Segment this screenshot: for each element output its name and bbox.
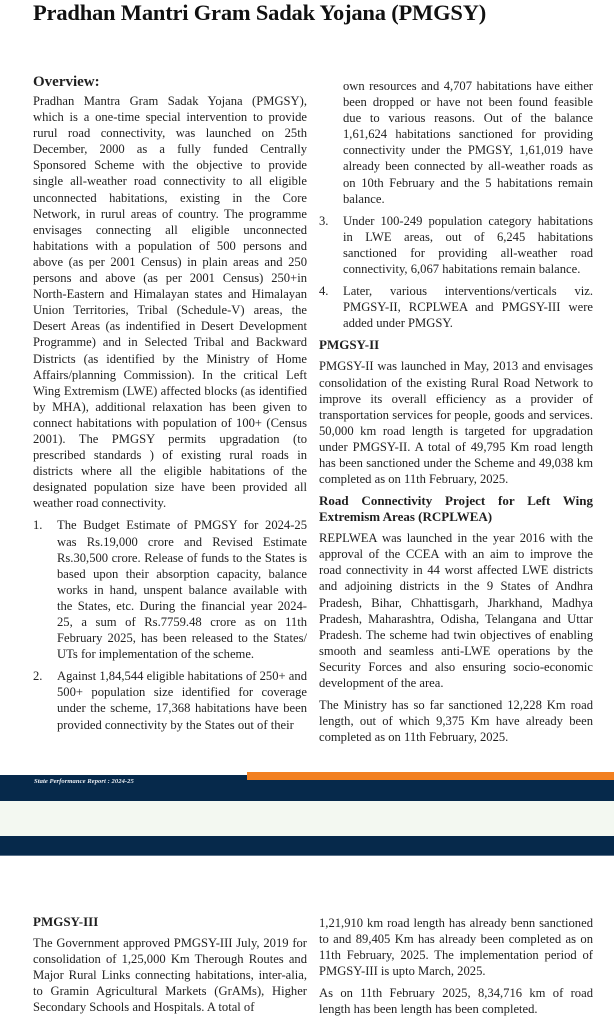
list-text: The Budget Estimate of PMGSY for 2024-25 was Rs.19,000 crore and Revised Estimate Rs.30,500 crore. Release of funds to the States is based upon their absorption capacity, balance works in hand, unspent balance available with the States, etc. During the financial year 2024-25, a sum of Rs.7759.48 crore as on 11th February 2025, has been released to the States/ UTs for implementation of the scheme.: [57, 518, 307, 662]
header-band: [0, 836, 614, 856]
list-text: Under 100-249 population category habitations in LWE areas, out of 6,245 habitations sanctioned for providing all-weather road connectivity, 6,067 habitations remain balance.: [343, 213, 593, 277]
overview-list: [33, 517, 307, 732]
footer-report-label: State Performance Report : 2024-25: [34, 778, 134, 785]
left-column-page2: [33, 914, 307, 1021]
right-column: [319, 78, 593, 751]
list-text: Against 1,84,544 eligible habitations of 250+ and 500+ population size identified for coverage under the scheme, 17,368 habitations have been provided connectivity by the States out of their: [57, 669, 307, 732]
list-number: 4.: [319, 284, 329, 299]
footer-accent-bar: [247, 772, 614, 780]
right-column-page2: [319, 915, 593, 1024]
left-column: [33, 73, 307, 739]
list-item: [33, 517, 307, 662]
overview-heading: Overview:: [33, 74, 100, 90]
rcplwea-heading: Road Connectivity Project for Left Wing Extremism Areas (RCPLWEA): [319, 493, 593, 525]
pmgsy3-paragraph-3: As on 11th February 2025, 8,34,716 km of road length has been length has been completed.: [319, 986, 593, 1017]
list-item: [319, 283, 593, 331]
overview-list-continued: [319, 213, 593, 332]
pmgsy3-paragraph: The Government approved PMGSY-III July, 2019 for consolidation of 1,25,000 Km Therough Routes and Major Rural Links connecting habitations, inter-alia, to Gramin Agricultural Markets (GrAMs), Higher Secondary Schools and Hospitals. A total of: [33, 936, 307, 1015]
list-item: [319, 213, 593, 277]
list-item-continuation: own resources and 4,707 habitations have either been dropped or have not been found feasible due to various reasons. Out of the balance 1,61,624 habitations sanctioned for providing connectivity under the PMGSY, 1,61,019 have already been connected by all-weather roads as on 10th February and the 5 habitations remain balance.: [343, 79, 593, 206]
pmgsy3-heading: PMGSY-III: [33, 914, 99, 929]
list-number: 3.: [319, 213, 329, 228]
page-title: Pradhan Mantri Gram Sadak Yojana (PMGSY): [33, 0, 487, 25]
rcplwea-paragraph: REPLWEA was launched in the year 2016 with the approval of the CCEA with an aim to improve the road connectivity in 44 worst affected LWE districts and adjoining districts in the 9 States of Andhra Pradesh, Bihar, Chhattisgarh, Jharkhand, Madhya Pradesh, Maharashtra, Odisha, Telangana and Uttar Pradesh. The scheme had twin objectives of enabling smooth and seamless anti-LWE operations by the Security Forces and also ensuring socio-economic development of the area.: [319, 531, 593, 690]
list-number: 2.: [33, 669, 43, 684]
overview-paragraph: Pradhan Mantra Gram Sadak Yojana (PMGSY), which is a one-time special intervention to provide rurul road connectivity, was launched on 25th December, 2000 as a fully funded Centrally Sponsored Scheme with the objective to provide single all-weather road connectivity to all eligible unconnected habitations, existing in the Core Network, in rurul areas of country. The programme envisages connecting all eligible unconnected habitations with a population of 500 persons and above (as per 2001 Census) in plain areas and 250 persons and above (as per 2001 Census) 250+in North-Eastern and Himalayan states and Himalayan Union Territories, Tribal (Schedule-V) areas, the Desert Areas (as indentified in Desert Development Programme) and in Selected Tribal and Backward Districts (as identified by the Ministry of Home Affairs/planning Commission). In the critical Left Wing Extremism (LWE) affected blocks (as identified by MHA), additional relaxation has been given to connect habitations with population of 100+ (Census 2001). The PMGSY permits upgradation (to prescribed standards ) of existing rural roads in districts where all the eligible habitations of the designated population size have been provided all weather road connectivity.: [33, 94, 307, 511]
pmgsy2-paragraph: PMGSY-II was launched in May, 2013 and envisages consolidation of the existing Rural Road Network to improve its overall efficiency as a provider of transportation services for people, goods and services. 50,000 km road length is targeted for upgradation under PMGSY-II. A total of 49,795 Km road length has been sanctioned under the Scheme and 49,038 km completed as on 11th February, 2025.: [319, 359, 593, 487]
pmgsy3-paragraph-2: 1,21,910 km road length has already benn sanctioned to and 89,405 Km has already been completed as on 11th February, 2025. The implementation period of PMGSY-III is upto March, 2025.: [319, 916, 593, 979]
list-number: 1.: [33, 518, 43, 533]
list-item: [33, 668, 307, 732]
pmgsy2-heading: PMGSY-II: [319, 337, 380, 353]
rcplwea-paragraph-2: The Ministry has so far sanctioned 12,228 Km road length, out of which 9,375 Km have already been completed as on 11th February, 2025.: [319, 698, 593, 745]
page-separator: [0, 801, 614, 836]
list-text: Later, various interventions/verticals viz. PMGSY-II, RCPLWEA and PMGSY-III were added under PMGSY.: [343, 284, 593, 331]
